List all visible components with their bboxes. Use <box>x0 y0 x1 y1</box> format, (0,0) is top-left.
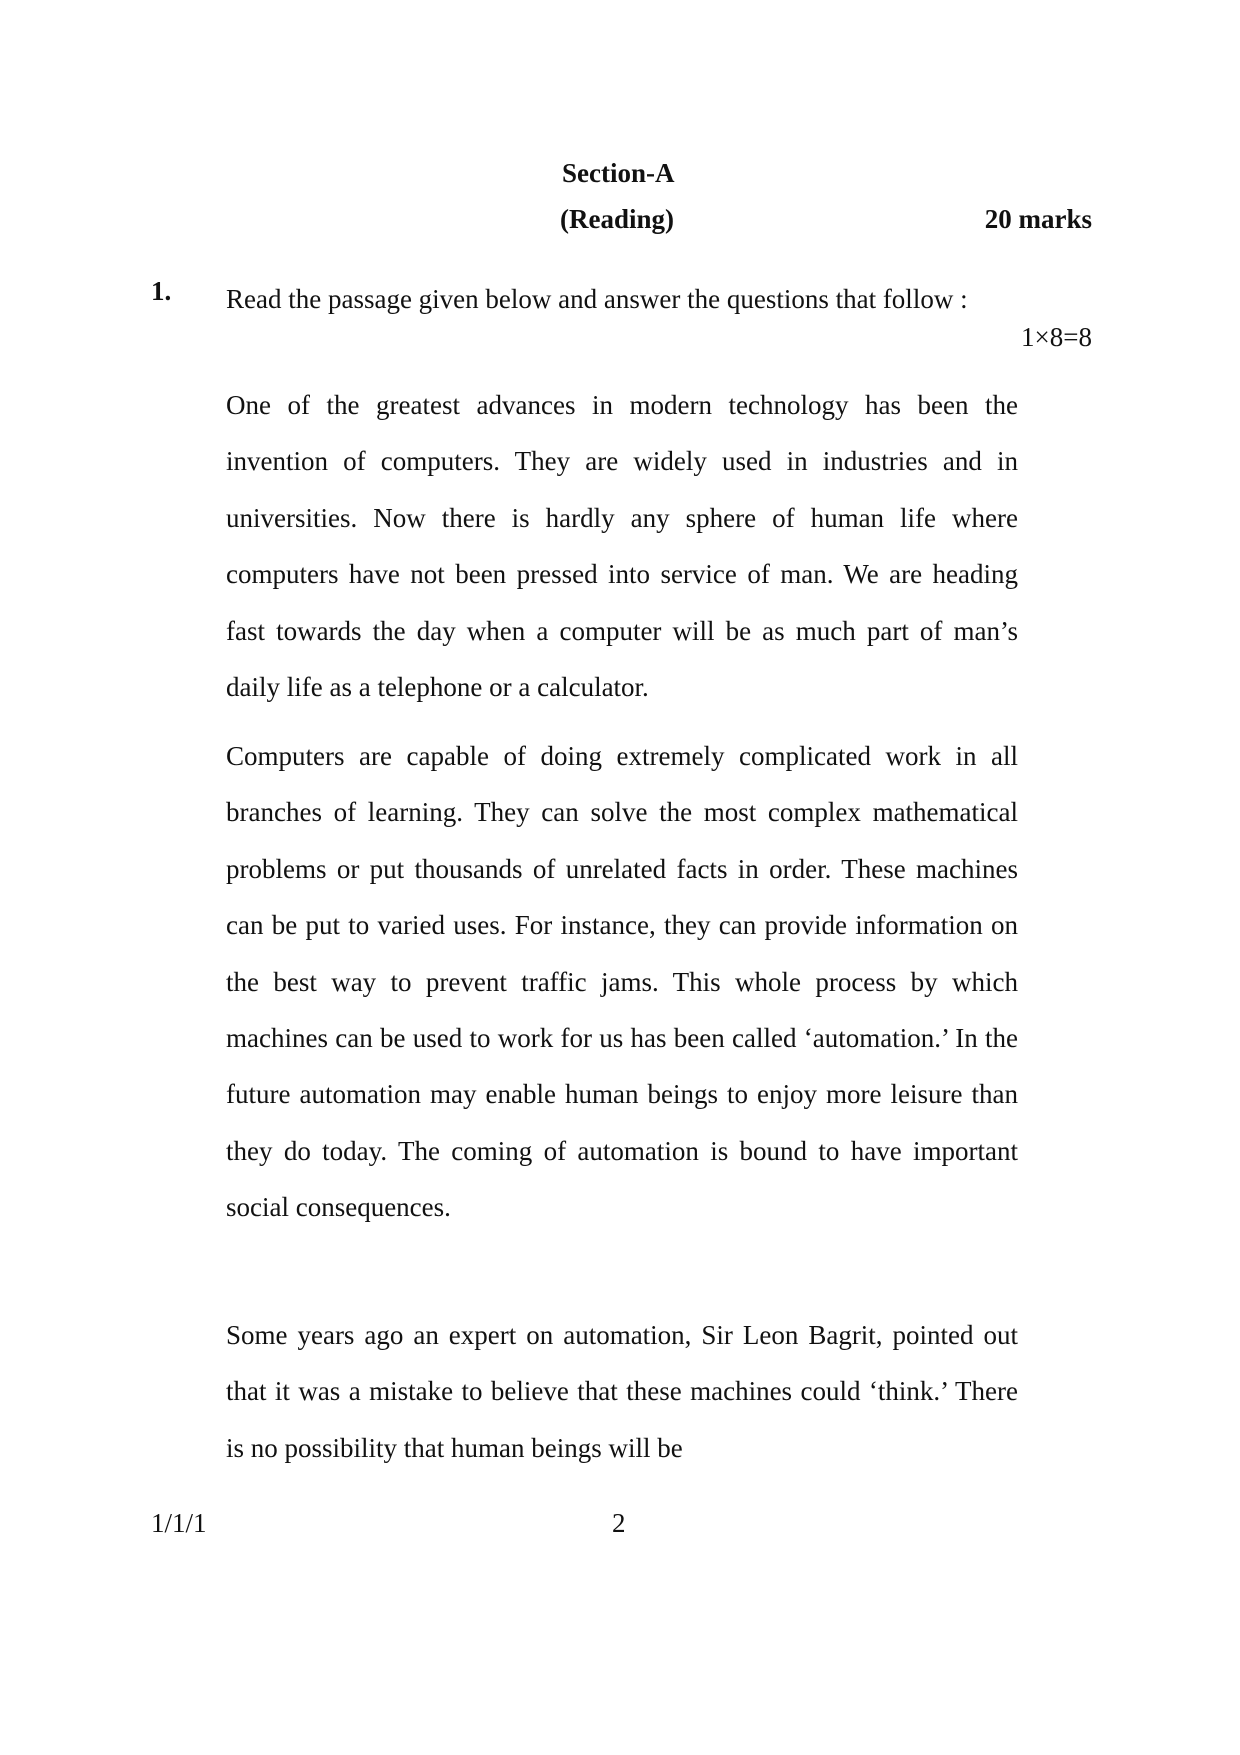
passage-paragraph-2: Computers are capable of doing extremely complicated work in all branches of learning. They can solve the most complex mathematical problems or put thousands of unrelated facts in order. These machines can be put to varied uses. For instance, they can provide information on the best way to prevent traffic jams. This whole process by which machines can be used to work for us has been called ‘automation.’ In the future automation may enable human beings to enjoy more leisure than they do today. The coming of automation is bound to have important social consequences. <box>226 741 1018 1223</box>
passage-paragraph-3: Some years ago an expert on automation, Sir Leon Bagrit, pointed out that it was a mistake to believe that these machines could ‘think.’ There is no possibility that human beings will be <box>226 1320 1018 1463</box>
subsection-label: (Reading) <box>560 204 674 234</box>
passage-paragraph-1: One of the greatest advances in modern technology has been the invention of computers. They are widely used in industries and in universities. Now there is hardly any sphere of human life where computers have not been pressed into service of man. We are heading fast towards the day when a computer will be as much part of man’s daily life as a telephone or a calculator. <box>226 390 1018 703</box>
section-marks: 20 marks <box>984 204 1092 234</box>
question-instruction: Read the passage given below and answer the questions that follow : <box>226 284 968 314</box>
question-mark-distribution: 1×8=8 <box>1021 322 1092 352</box>
page-number: 2 <box>612 1508 626 1538</box>
section-label: Section-A <box>562 158 675 188</box>
question-number: 1. <box>151 276 172 306</box>
footer-paper-code: 1/1/1 <box>151 1508 207 1538</box>
